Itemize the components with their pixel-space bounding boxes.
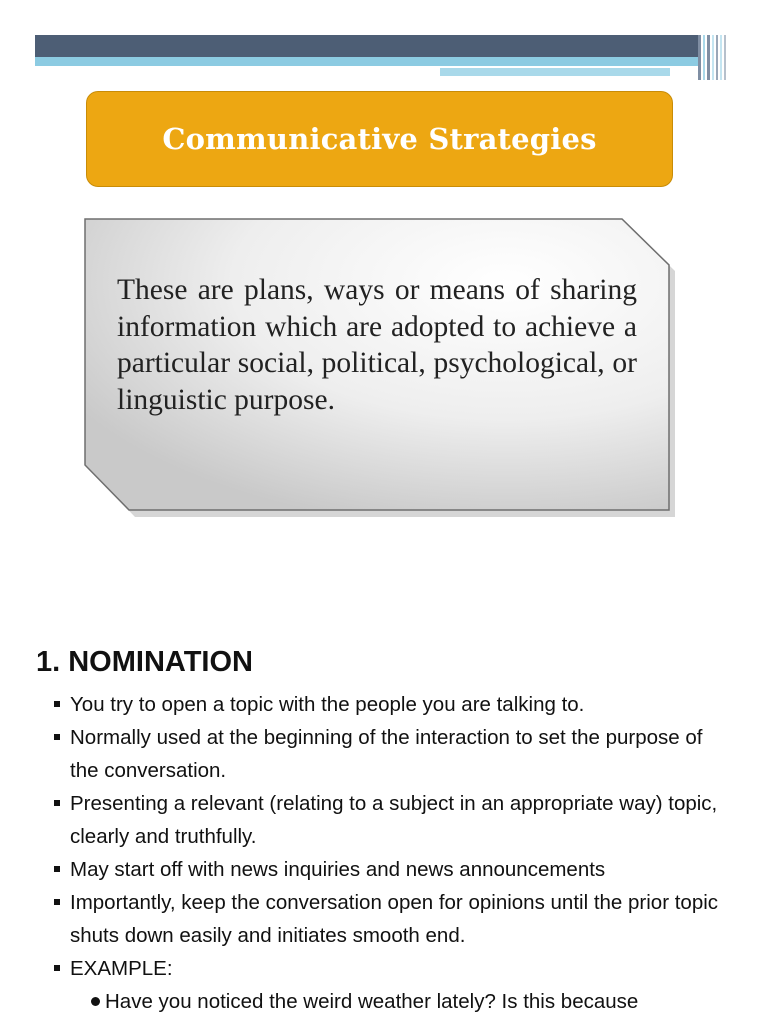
header-end-stripes: [698, 35, 728, 80]
section-heading: 1. NOMINATION: [36, 646, 253, 678]
example-item: Have you noticed the weird weather lately? Is this because: [70, 985, 732, 1018]
list-item: Normally used at the beginning of the interaction to set the purpose of the conversation.: [52, 721, 732, 787]
list-item: Presenting a relevant (relating to a subject in an appropriate way) topic, clearly and truthfully.: [52, 787, 732, 853]
square-bullet-icon: [54, 965, 60, 971]
list-item: May start off with news inquiries and news announcements: [52, 853, 732, 886]
square-bullet-icon: [54, 899, 60, 905]
list-item: You try to open a topic with the people you are talking to.: [52, 688, 732, 721]
definition-text: These are plans, ways or means of sharing information which are adopted to achieve a particular social, political, psychological, or linguistic purpose.: [117, 274, 637, 416]
definition-card: [80, 214, 680, 519]
list-item: Importantly, keep the conversation open for opinions until the prior topic shuts down easily and initiates smooth end.: [52, 886, 732, 952]
header-dark-band: [35, 35, 698, 57]
header-light-band: [35, 57, 698, 66]
header-accent-band: [440, 68, 670, 76]
square-bullet-icon: [54, 701, 60, 707]
page-title: Communicative Strategies: [162, 122, 597, 156]
square-bullet-icon: [54, 866, 60, 872]
title-banner: [86, 91, 673, 187]
square-bullet-icon: [54, 734, 60, 740]
square-bullet-icon: [54, 800, 60, 806]
round-bullet-icon: [91, 997, 100, 1006]
example-list: [70, 985, 732, 1018]
bullet-list: [52, 688, 732, 1018]
list-item: EXAMPLE: Have you noticed the weird weather lately? Is this because: [52, 952, 732, 1018]
header-decoration: [0, 0, 768, 90]
